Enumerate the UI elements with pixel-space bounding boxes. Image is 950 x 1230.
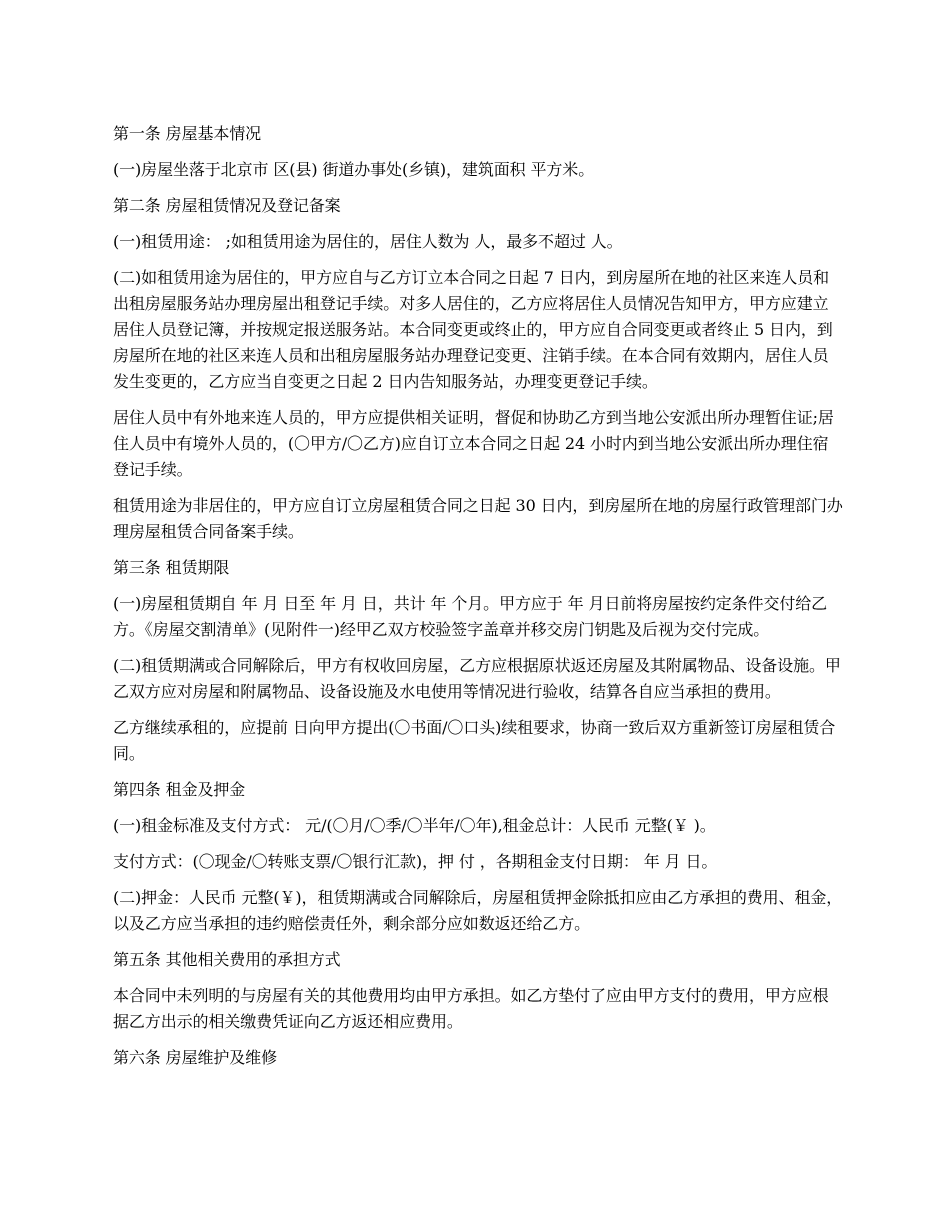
article-1-heading: 第一条 房屋基本情况	[113, 124, 262, 143]
paragraph: (一)租赁用途： ;如租赁用途为居住的，居住人数为 人，最多不超过 人。	[113, 232, 623, 251]
paragraph: (一)房屋租赁期自 年 月 日至 年 月 日，共计 年 个月。甲方应于 年 月日前将房屋按约定条件交付给乙方。《房屋交割清单》(见附件一)经甲乙双方校验签字盖章并移交房门钥匙及后视为交付完成。	[113, 594, 828, 639]
paragraph: 支付方式：(〇现金/〇转账支票/〇银行汇款)，押 付 ，各期租金支付日期： 年 月 日。	[113, 852, 718, 871]
paragraph: 居住人员中有外地来连人员的，甲方应提供相关证明，督促和协助乙方到当地公安派出所办理暂住证;居住人员中有境外人员的，(〇甲方/〇乙方)应自订立本合同之日起 24 小时内到当地公安派出所办理住宿登记手续。	[113, 408, 834, 479]
paragraph: (二)如租赁用途为居住的，甲方应自与乙方订立本合同之日起 7 日内，到房屋所在地的社区来连人员和出租房屋服务站办理房屋出租登记手续。对多人居住的，乙方应将居住人员情况告知甲方，甲方应建立居住人员登记簿，并按规定报送服务站。本合同变更或终止的，甲方应自合同变更或者终止 5 日内，到房屋所在地的社区来连人员和出租房屋服务站办理登记变更、注销手续。在本合同有效期内，居住人员发生变更的，乙方应当自变更之日起 2 日内告知服务站，办理变更登记手续。	[113, 268, 833, 391]
paragraph: (二)押金：人民币 元整(￥)，租赁期满或合同解除后，房屋租赁押金除抵扣应由乙方承担的费用、租金，以及乙方应当承担的违约赔偿责任外，剩余部分应如数返还给乙方。	[113, 888, 843, 933]
paragraph: (二)租赁期满或合同解除后，甲方有权收回房屋，乙方应根据原状返还房屋及其附属物品、设备设施。甲乙双方应对房屋和附属物品、设备设施及水电使用等情况进行验收，结算各自应当承担的费用。	[113, 656, 841, 701]
paragraph: (一)房屋坐落于北京市 区(县) 街道办事处(乡镇)，建筑面积 平方米。	[113, 160, 595, 179]
article-3-heading: 第三条 租赁期限	[113, 558, 230, 577]
article-2-heading: 第二条 房屋租赁情况及登记备案	[113, 196, 341, 215]
paragraph: 租赁用途为非居住的，甲方应自订立房屋租赁合同之日起 30 日内，到房屋所在地的房屋行政管理部门办理房屋租赁合同备案手续。	[113, 496, 843, 541]
article-4-heading: 第四条 租金及押金	[113, 780, 246, 799]
article-6-heading: 第六条 房屋维护及维修	[113, 1048, 277, 1067]
document-page	[113, 121, 843, 1081]
paragraph: 乙方继续承租的，应提前 日向甲方提出(〇书面/〇口头)续租要求，协商一致后双方重新签订房屋租赁合同。	[113, 718, 836, 763]
article-5-heading: 第五条 其他相关费用的承担方式	[113, 950, 341, 969]
paragraph: (一)租金标准及支付方式： 元/(〇月/〇季/〇半年/〇年),租金总计：人民币 元整(￥ )。	[113, 816, 716, 835]
paragraph: 本合同中未列明的与房屋有关的其他费用均由甲方承担。如乙方垫付了应由甲方支付的费用，甲方应根据乙方出示的相关缴费凭证向乙方返还相应费用。	[113, 986, 829, 1031]
